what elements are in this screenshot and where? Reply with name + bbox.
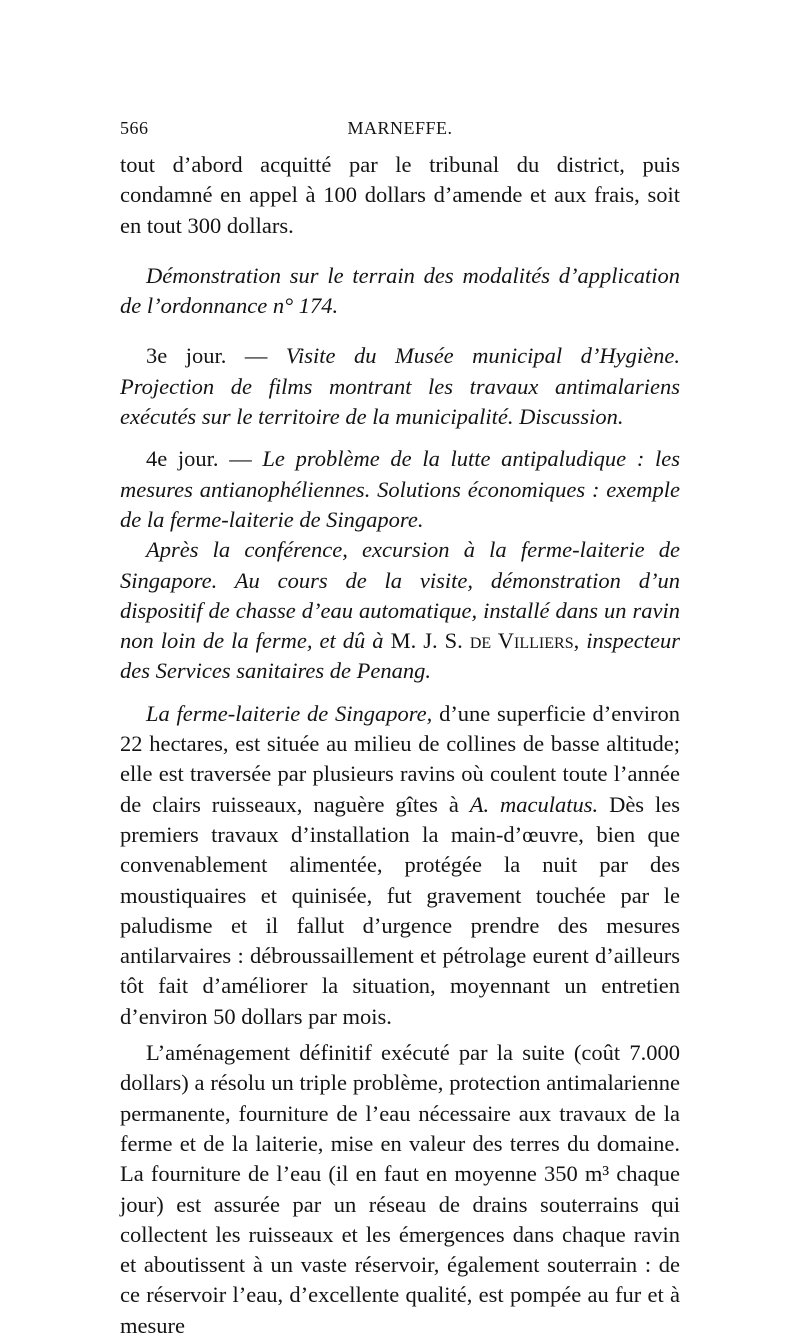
excursion-text: Après la conférence, excursion à la ferme-laiterie de Singapore. Au cours de la visite, démonstration d’un dispositif de chasse d’eau automatique, installé dans un ravin non loin de la ferme, et dû à <box>120 537 680 654</box>
farm-text-a: d’une superficie d’environ 22 hectares, est située au milieu de collines de basse altitude; elle est traversée par plusieurs ravins où coulent toute l’année de clairs ruisseaux, naguère gîtes à <box>120 700 680 817</box>
page-header <box>120 118 680 144</box>
species-name: A. maculatus. <box>469 791 599 817</box>
body-text <box>120 150 680 1341</box>
farm-text-b: Dès les premiers travaux d’installation la main-d’œuvre, bien que convenablement alimentée, protégée la nuit par des moustiquaires et quinisée, fut gravement touchée par le paludisme et il fallut d’urgence prendre des mesures antilarvaires : débroussaillement et pétrolage eurent d’ailleurs tôt fait d’améliorer la situation, moyennant un entretien d’environ 50 dollars par mois. <box>120 791 680 1029</box>
day-3-label: 3e jour. — <box>146 343 286 369</box>
paragraph-farm-description <box>120 699 680 1032</box>
day-4-program: Le problème de la lutte antipaludique : les mesures antianophéliennes. Solutions économiques : exemple de la ferme-laiterie de Singapore. <box>120 446 680 532</box>
day-3-program: Visite du Musée municipal d’Hygiène. Projection de films montrant les travaux antimalariens exécutés sur le territoire de la municipalité. Discussion. <box>120 343 680 430</box>
page-number: 566 <box>120 118 149 138</box>
running-head: MARNEFFE. <box>347 118 453 138</box>
day-4-label: 4e jour. — <box>146 446 263 472</box>
section-heading-demonstration: Démonstration sur le terrain des modalités d’application de l’ordonnance n° 174. <box>120 262 680 319</box>
paragraph-day-4 <box>120 444 680 535</box>
paragraph-installation: L’aménagement définitif exécuté par la suite (coût 7.000 dollars) a résolu un triple problème, protection antimalarienne permanente, fourniture de l’eau nécessaire aux travaux de la ferme et de la laiterie, mise en valeur des terres du domaine. La fourniture de l’eau (il en faut en moyenne 350 m³ chaque jour) est assurée par un réseau de drains souterrains qui collectent les ruisseaux et les émergences dans chaque ravin et aboutissent à un vaste réservoir, également souterrain : de ce réservoir l’eau, d’excellente qualité, est pompée au fur et à mesure <box>120 1040 680 1338</box>
paragraph-verdict: tout d’abord acquitté par le tribunal du district, puis condamné en appel à 100 dollars d’amende et aux frais, soit en tout 300 dollars. <box>120 152 680 238</box>
paragraph-excursion <box>120 535 680 686</box>
person-title: inspecteur des Services sanitaires de Penang. <box>120 628 680 684</box>
farm-name: La ferme-laiterie de Singapore, <box>146 700 433 726</box>
person-name: M. J. S. de Villiers, <box>390 628 580 654</box>
paragraph-day-3 <box>120 341 680 432</box>
